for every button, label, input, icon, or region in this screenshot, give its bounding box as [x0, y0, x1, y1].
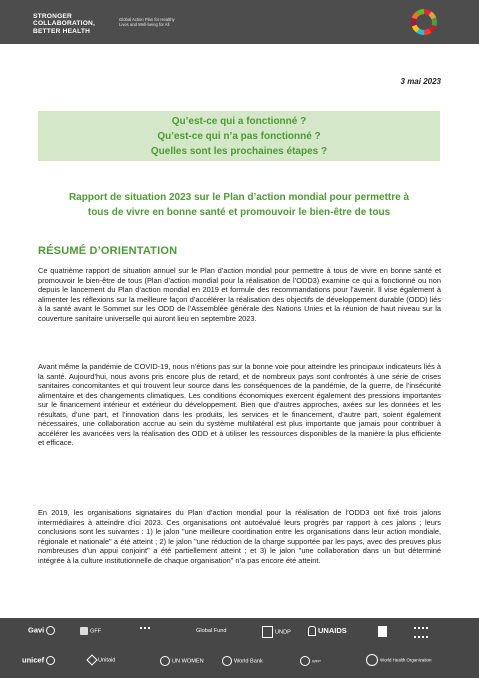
logo-who — [366, 654, 431, 666]
brand-logo — [33, 13, 95, 35]
logo-label: unicef — [22, 655, 45, 665]
logo-gff — [80, 627, 101, 635]
logo-gavi — [28, 626, 57, 635]
logo-undp — [262, 626, 291, 638]
header-bar — [0, 0, 479, 44]
report-title-line: tous de vivre en bonne santé et promouvoir le bien-être de tous — [87, 206, 391, 218]
logo-label: Unitaid — [98, 657, 116, 664]
wfp-icon — [300, 656, 310, 666]
sdg-wheel-icon — [410, 8, 438, 36]
body-paragraph: Ce quatrième rapport de situation annuel sur le Plan d’action mondial pour permettre à tous de vivre en bonne santé et promouvoir le bien-être de tous (Plan d’action mondial pour la réalisation de l’ODD3) examine ce qui a fonctionné ou non depuis le lancement du Plan d’action mondial en 2019 et formule des recommandations pour l’avenir. Il vise également à alimenter les réflexions sur la meilleure façon d’accélérer la réalisation des objectifs de développement durable (ODD) liés à la santé avant le Sommet sur les ODD de l’Assemblée générale des Nations Unies et la réunion de haut niveau sur la couverture sanitaire universelle qui auront lieu en septembre 2023. — [38, 266, 441, 323]
logo-label: UNAIDS — [318, 625, 347, 635]
logo-global-fund-text — [196, 627, 226, 635]
logo-label: Gavi — [28, 625, 45, 635]
section-title: RÉSUMÉ D’ORIENTATION — [38, 245, 178, 257]
partner-logos-footer — [0, 618, 479, 678]
logo-wfp — [300, 656, 321, 666]
logo-unfpa — [378, 626, 389, 637]
logo-un-women — [160, 656, 204, 666]
globe-icon — [222, 656, 232, 666]
logo-label: WFP — [312, 658, 321, 664]
brand-line: BETTER HEALTH — [33, 27, 91, 35]
unfpa-icon — [378, 626, 387, 637]
body-paragraph: Avant même la pandémie de COVID-19, nous n’étions pas sur la bonne voie pour atteindre les principaux indicateurs liés à la santé. Aujourd’hui, nous avons pris encore plus de retard, et de nombreux pays sont confrontés à une série de crises sanitaires concomitantes et qui trouvent leur source dans les conséquences de la pandémie, de la guerre, de l’insécurité alimentaire et des changements climatiques. Les conditions économiques exercent également des pressions importantes sur le financement intérieur et extérieur du développement. Bien que d’autres approches, axées sur les données et les résultats, d’une part, et l’innovation dans les produits, les services et le financement, d’autre part, soient également nécessaires, une collaboration accrue au sein du système multilatéral est plus importante que jamais pour contribuer à accélérer les avancées vers la réalisation des ODD et à utiliser les ressources disponibles de la manière la plus efficiente et efficace. — [38, 362, 441, 448]
gff-icon — [80, 627, 88, 635]
logo-unitaid — [88, 656, 115, 664]
logo-label: World Bank — [234, 658, 263, 665]
logo-ilo — [414, 627, 430, 638]
logo-unaids — [308, 626, 347, 636]
unitaid-icon — [86, 654, 97, 665]
logo-global-fund — [140, 627, 152, 635]
logo-label: GFF — [90, 628, 102, 635]
undp-icon — [262, 626, 273, 638]
question-line: Quelles sont les prochaines étapes ? — [150, 146, 328, 157]
report-title — [38, 191, 440, 220]
circle-icon — [46, 626, 55, 635]
who-icon — [366, 654, 378, 666]
logo-unicef — [22, 656, 57, 665]
logo-label: UN WOMEN — [172, 658, 204, 665]
logo-label: UNDP — [275, 629, 291, 636]
header-tagline — [119, 17, 175, 27]
logo-world-bank — [222, 656, 263, 666]
brand-line: STRONGER — [33, 13, 72, 20]
ribbon-icon — [308, 626, 316, 636]
report-date: 3 mai 2023 — [400, 77, 441, 86]
body-paragraph: En 2019, les organisations signataires du Plan d’action mondial pour la réalisation de l’ODD3 ont fixé trois jalons intermédiaires à atteindre d’ici 2023. Ces organisations ont autoévalué leurs progrès par rapport à ces jalons ; leurs conclusions sont les suivantes : 1) le jalon "une meilleure coordination entre les organisations dans leur action mondiale, régionale et nationale" a été atteint ; 2) le jalon "une réduction de la charge supportée par les pays, avec des preuves plus nombreuses d’un appui conjoint" a été partiellement atteint ; et 3) le jalon "une collaboration dans un but déterminé intégrée à la culture institutionnelle de chaque organisation" n’a pas encore été atteint. — [38, 508, 441, 565]
un-women-icon — [160, 656, 170, 666]
brand-line: COLLABORATION, — [33, 20, 96, 28]
logo-label: Global Fund — [196, 628, 227, 634]
logo-label: World Health Organization — [380, 657, 432, 663]
question-line: Qu’est-ce qui a fonctionné ? — [171, 116, 307, 127]
dots-icon — [140, 627, 150, 634]
report-title-line: Rapport de situation 2023 sur le Plan d’action mondial pour permettre à — [68, 192, 410, 203]
questions-box — [38, 111, 440, 161]
question-line: Qu’est-ce qui n’a pas fonctionné ? — [157, 131, 321, 142]
tagline-line: Lives and Well-being for All — [119, 22, 170, 27]
ilo-icon — [414, 627, 428, 638]
tagline-line: Global Action Plan for Healthy — [119, 17, 175, 22]
unicef-icon — [46, 656, 55, 665]
